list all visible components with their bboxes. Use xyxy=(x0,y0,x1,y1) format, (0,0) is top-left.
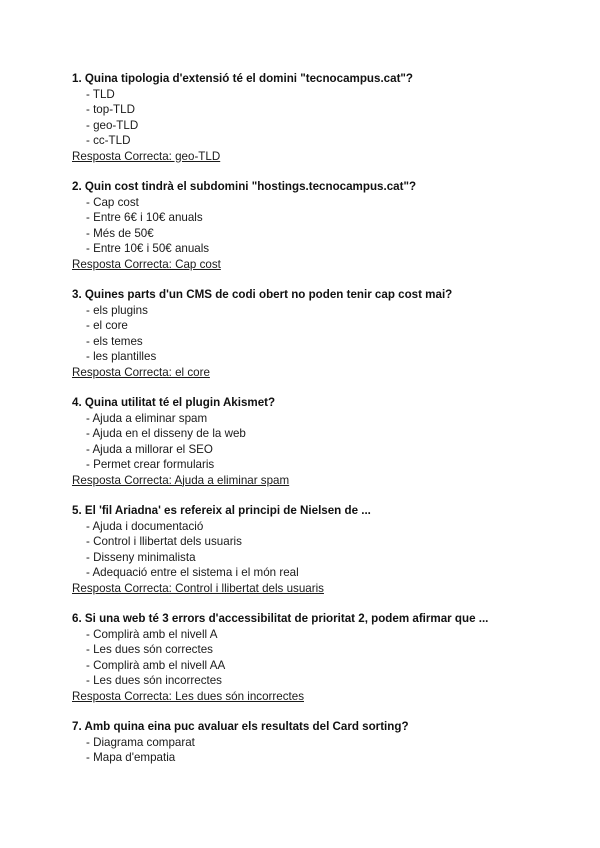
question-3 xyxy=(72,287,542,380)
question-title: 4. Quina utilitat té el plugin Akismet? xyxy=(72,396,276,409)
option: - Disseny minimalista xyxy=(86,550,196,564)
option: - Diagrama comparat xyxy=(86,735,195,749)
correct-answer: Resposta Correcta: Control i llibertat dels usuaris xyxy=(72,581,324,595)
correct-answer: Resposta Correcta: Ajuda a eliminar spam xyxy=(72,473,290,487)
option: - Permet crear formularis xyxy=(86,458,215,471)
option: - les plantilles xyxy=(86,350,157,363)
option: - els plugins xyxy=(86,303,148,317)
option: - Entre 10€ i 50€ anuals xyxy=(86,242,210,255)
option: - Cap cost xyxy=(86,195,139,209)
option: - Entre 6€ i 10€ anuals xyxy=(86,211,203,224)
correct-answer: Resposta Correcta: geo-TLD xyxy=(72,149,221,163)
option: - Ajuda a millorar el SEO xyxy=(86,442,213,456)
question-title: 6. Si una web té 3 errors d'accessibilitat de prioritat 2, podem afirmar que ... xyxy=(72,612,489,625)
option: - geo-TLD xyxy=(86,118,139,132)
option: - Més de 50€ xyxy=(86,226,154,240)
option: - Ajuda en el disseny de la web xyxy=(86,427,246,440)
correct-answer: Resposta Correcta: el core xyxy=(72,365,210,379)
quiz-document xyxy=(72,71,542,781)
question-title: 3. Quines parts d'un CMS de codi obert no poden tenir cap cost mai? xyxy=(72,288,453,301)
question-1 xyxy=(72,71,542,164)
option: - Complirà amb el nivell A xyxy=(86,627,218,641)
question-6 xyxy=(72,611,542,704)
question-5 xyxy=(72,503,542,596)
option: - Adequació entre el sistema i el món real xyxy=(86,566,299,579)
option: - TLD xyxy=(86,87,115,101)
question-title: 5. El 'fil Ariadna' es refereix al principi de Nielsen de ... xyxy=(72,504,371,517)
option: - cc-TLD xyxy=(86,134,131,147)
question-title: 1. Quina tipologia d'extensió té el domini "tecnocampus.cat"? xyxy=(72,72,414,85)
option: - Ajuda i documentació xyxy=(86,519,204,533)
option: - top-TLD xyxy=(86,103,135,116)
option: - Les dues són incorrectes xyxy=(86,674,222,687)
option: - Complirà amb el nivell AA xyxy=(86,658,226,672)
correct-answer: Resposta Correcta: Les dues són incorrectes xyxy=(72,689,304,703)
option: - Mapa d'empatia xyxy=(86,751,176,764)
question-title: 2. Quin cost tindrà el subdomini "hostings.tecnocampus.cat"? xyxy=(72,180,417,193)
option: - Control i llibertat dels usuaris xyxy=(86,535,242,548)
option: - el core xyxy=(86,319,128,332)
question-4 xyxy=(72,395,542,488)
option: - Ajuda a eliminar spam xyxy=(86,411,208,425)
question-2 xyxy=(72,179,542,272)
option: - els temes xyxy=(86,334,143,348)
question-7 xyxy=(72,719,542,766)
option: - Les dues són correctes xyxy=(86,643,213,656)
question-title: 7. Amb quina eina puc avaluar els resultats del Card sorting? xyxy=(72,720,409,733)
correct-answer: Resposta Correcta: Cap cost xyxy=(72,257,221,271)
